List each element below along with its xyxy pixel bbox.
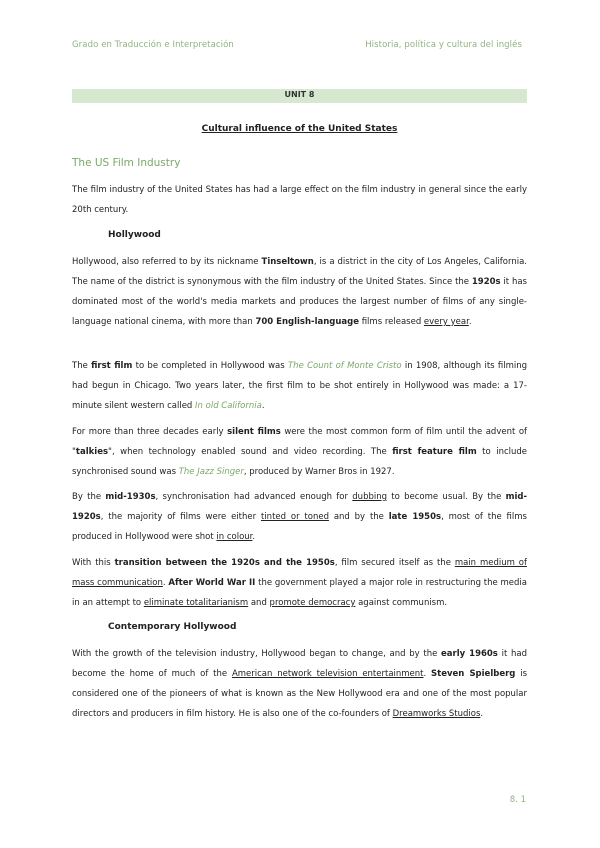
text: With this <box>72 558 115 568</box>
text: By the <box>72 492 106 502</box>
bold-text: transition between the 1920s and the 1950s <box>114 558 335 568</box>
subheading-contemporary-hollywood: Contemporary Hollywood <box>108 622 237 632</box>
header-course: Grado en Traducción e Interpretación <box>72 40 234 50</box>
underlined-text: dubbing <box>352 492 387 502</box>
header-subject: Historia, política y cultura del inglés <box>365 40 522 50</box>
paragraph-synchronisation <box>72 487 527 547</box>
text: . <box>480 709 484 719</box>
subheading-hollywood: Hollywood <box>108 230 161 240</box>
text: For more than three decades early <box>72 427 228 437</box>
underlined-text: Dreamworks Studios <box>392 709 481 719</box>
text: the government played a major role in restructuring the media in an attempt to <box>72 578 527 608</box>
paragraph-talkies <box>72 422 527 482</box>
text: to include synchronised sound was <box>72 447 527 477</box>
text: , produced by Warner Bros in 1927. <box>243 467 395 477</box>
text: to become usual. By the <box>387 492 506 502</box>
bold-text: first feature film <box>392 447 477 457</box>
bold-text: early 1960s <box>441 649 498 659</box>
text: . <box>252 532 256 542</box>
text: , the majority of films were either <box>100 512 261 522</box>
bold-text: silent films <box>227 427 281 437</box>
bold-text: late 1950s <box>388 512 442 522</box>
text: ", when technology enabled sound and video recording. The <box>108 447 393 457</box>
film-title: In old California <box>195 401 262 411</box>
text: Hollywood, also referred to by its nickname <box>72 257 262 267</box>
page-title <box>72 124 527 134</box>
underlined-text: main medium of mass communication <box>72 558 527 588</box>
text: . <box>468 317 472 327</box>
paragraph-first-film <box>72 356 527 416</box>
underlined-text: in colour <box>216 532 253 542</box>
text: . <box>261 401 265 411</box>
underlined-text: promote democracy <box>269 598 356 608</box>
unit-label: UNIT 8 <box>284 90 315 99</box>
bold-text: 700 English-language <box>255 317 359 327</box>
text: in 1908, although its filming had begun in Chicago. Two years later, the first film to be shot entirely in Hollywood was made: a 17-minute silent western called <box>72 361 527 411</box>
text: and by the <box>328 512 389 522</box>
text: films released <box>359 317 424 327</box>
paragraph-transition <box>72 553 527 613</box>
underlined-text: American network television entertainment <box>231 669 424 679</box>
text: . <box>423 669 432 679</box>
underlined-text: tinted or toned <box>260 512 329 522</box>
text: is considered one of the pioneers of what is known as the New Hollywood era and one of the most popular directors and producers in film history. He is also one of the co-founders of <box>72 669 527 719</box>
section-title: The US Film Industry <box>72 157 181 169</box>
intro-paragraph: The film industry of the United States has had a large effect on the film industry in general since the early 20th century. <box>72 185 527 215</box>
text: The <box>72 361 92 371</box>
text: . <box>162 578 169 588</box>
unit-banner <box>72 89 527 103</box>
bold-text: Steven Spielberg <box>431 669 516 679</box>
film-title: The Count of Monte Cristo <box>287 361 402 371</box>
text: were the most common form of film until the advent of " <box>72 427 528 457</box>
text: With the growth of the television industry, Hollywood began to change, and by the <box>72 649 442 659</box>
text: , synchronisation had advanced enough for <box>155 492 353 502</box>
film-title: The Jazz Singer <box>178 467 244 477</box>
paragraph-hollywood <box>72 252 527 332</box>
text: , film secured itself as the <box>334 558 455 568</box>
underlined-text: eliminate totalitarianism <box>143 598 249 608</box>
underlined-text: every year <box>423 317 469 327</box>
text: it has dominated most of the world's media markets and produces the largest number of films of any single-language national cinema, with more than <box>72 277 527 327</box>
bold-text: After World War II <box>168 578 256 588</box>
paragraph-contemporary <box>72 644 527 724</box>
text: , is a district in the city of Los Angeles, California. The name of the district is synonymous with the film industry of the United States. Since the <box>72 257 527 287</box>
bold-text: mid-1930s <box>105 492 156 502</box>
bold-text: talkies <box>75 447 109 457</box>
text: against communism. <box>355 598 448 608</box>
bold-text: Tinseltown <box>261 257 314 267</box>
bold-text: 1920s <box>471 277 501 287</box>
text: to be completed in Hollywood was <box>132 361 288 371</box>
text: , most of the films produced in Hollywood were shot <box>72 512 527 542</box>
page-number: 8. 1 <box>509 795 526 805</box>
bold-text: mid-1920s <box>72 492 527 522</box>
bold-text: first film <box>91 361 133 371</box>
page-title-text: Cultural influence of the United States <box>201 124 398 134</box>
text: it had become the home of much of the <box>72 649 527 679</box>
text: and <box>248 598 270 608</box>
